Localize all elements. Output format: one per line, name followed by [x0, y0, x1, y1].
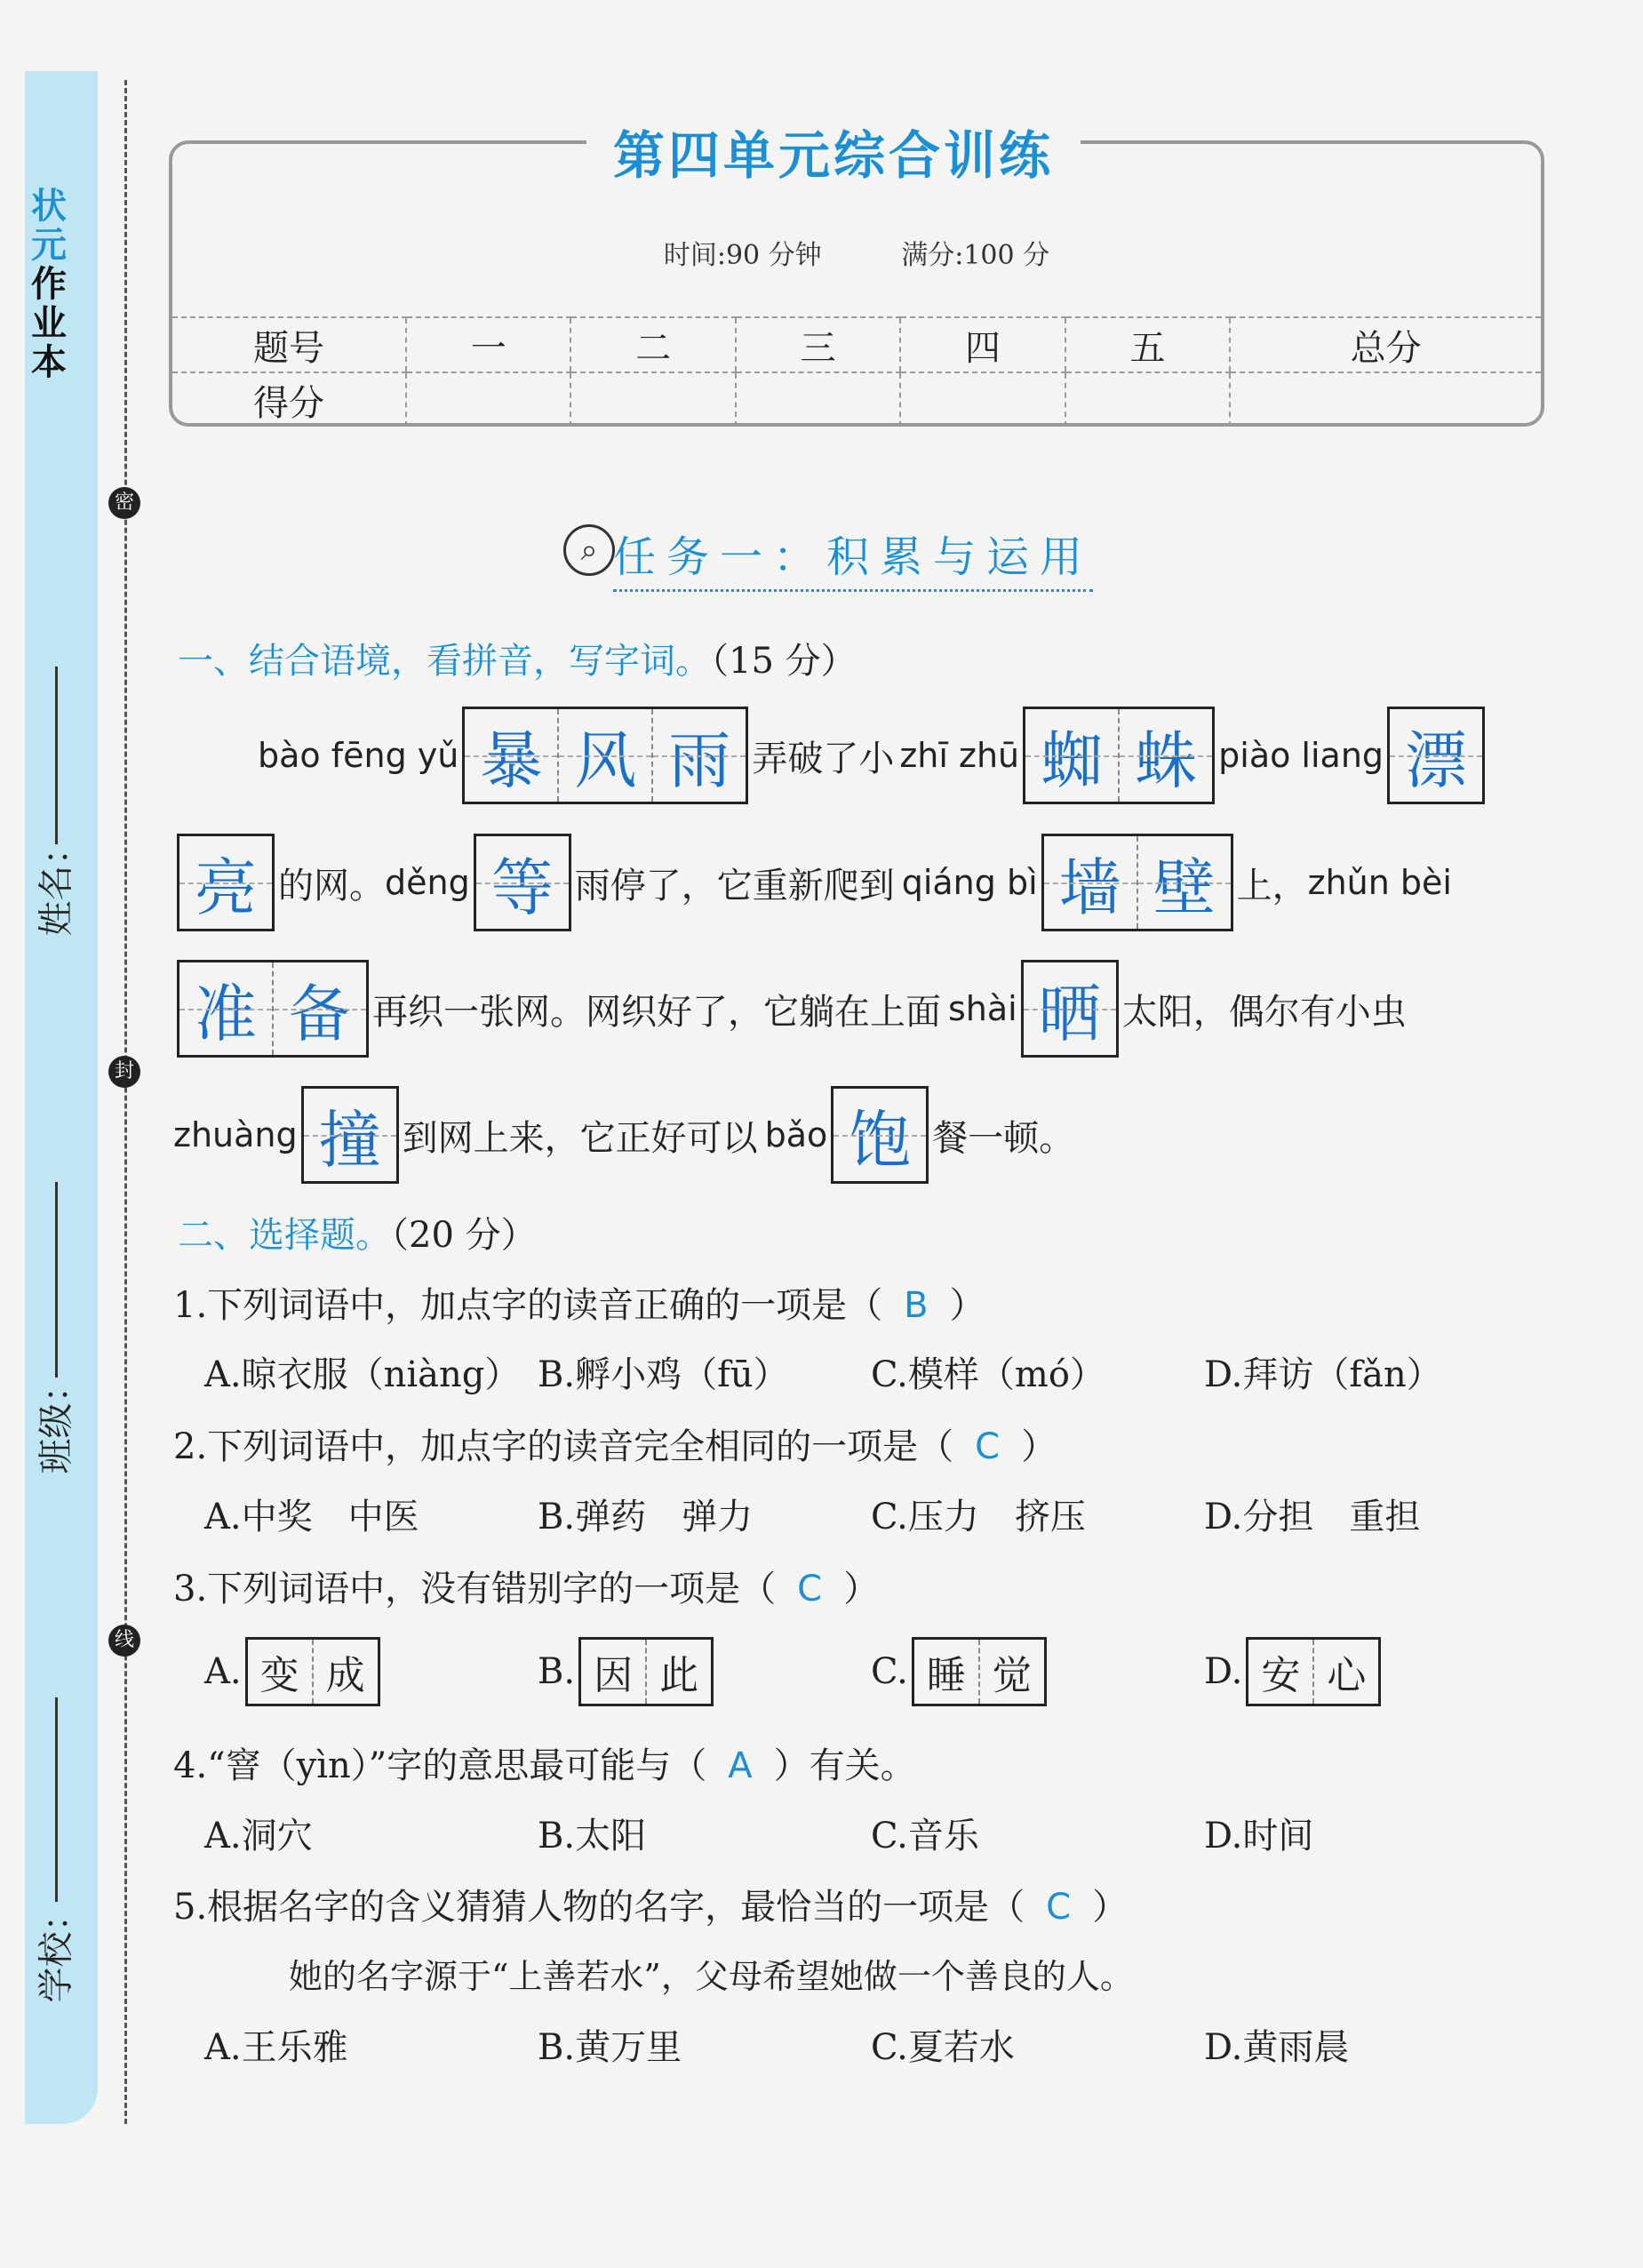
option[interactable]: B.黄万里: [538, 2027, 682, 2068]
answer-char: 准: [179, 962, 272, 1055]
table-cell: 五: [1065, 317, 1230, 372]
table-cell: 三: [736, 317, 900, 372]
name-line[interactable]: [55, 667, 58, 844]
brand-char: 本: [31, 342, 67, 383]
option[interactable]: D.时间: [1204, 1816, 1314, 1857]
seal-xian: 线: [108, 1625, 140, 1657]
seal-feng: 封: [108, 1056, 140, 1088]
name-label: 姓名：: [36, 829, 77, 937]
answer-boxes[interactable]: [474, 834, 571, 931]
text: 雨停了，它重新爬到: [574, 865, 895, 906]
word-box: [912, 1637, 1047, 1706]
question-stem: 5.根据名字的含义猜猜人物的名字，最恰当的一项是（: [173, 1887, 1025, 1928]
question-end: ）: [1092, 1887, 1129, 1928]
text: 弄破了小: [752, 738, 895, 779]
option[interactable]: B.太阳: [538, 1816, 647, 1857]
text: 到网上来，它正好可以: [402, 1117, 758, 1159]
text: 再织一张网。网织好了，它躺在上面: [372, 991, 941, 1033]
option[interactable]: [1204, 1637, 1537, 1706]
exam-info: [169, 233, 1544, 272]
option[interactable]: [871, 1637, 1204, 1706]
section-1-label: 一、结合语境，看拼音，写字词。: [178, 641, 711, 682]
fill-row-1: [258, 707, 1488, 804]
answer-boxes[interactable]: [177, 960, 369, 1058]
section-2-label: 二、选择题。: [178, 1215, 391, 1256]
word-char: 此: [645, 1640, 711, 1704]
question-3: [173, 1561, 879, 1611]
answer-boxes[interactable]: [1023, 707, 1215, 804]
option[interactable]: D.分担 重担: [1204, 1497, 1421, 1537]
answer-blank[interactable]: C: [1046, 1887, 1072, 1928]
q4-options: [204, 1808, 1537, 1858]
q3-options: [204, 1637, 1537, 1706]
telescope-icon: ⌕: [563, 524, 615, 576]
option[interactable]: D.黄雨晨: [1204, 2027, 1350, 2068]
table-row: [172, 372, 1541, 427]
cut-line: [124, 80, 127, 2124]
brand-vertical: [28, 187, 69, 382]
school-label: 学校：: [36, 1896, 77, 2003]
seal-mi: 密: [108, 487, 140, 519]
question-end: ）: [843, 1569, 880, 1609]
question-5: [173, 1879, 1128, 1929]
brand-char: 元: [31, 225, 67, 266]
option[interactable]: A.中奖 中医: [204, 1497, 419, 1537]
score-cell[interactable]: [406, 372, 570, 427]
pinyin: děng: [385, 863, 470, 902]
pinyin: bào fēng yǔ: [258, 736, 459, 775]
option[interactable]: [538, 1637, 871, 1706]
score-cell[interactable]: [1230, 372, 1541, 427]
pinyin: zhǔn bèi: [1307, 863, 1452, 902]
answer-blank[interactable]: C: [797, 1569, 823, 1609]
question-5-quote: 她的名字源于“上善若水”，父母希望她做一个善良的人。: [289, 1957, 1134, 1996]
word-char: 变: [259, 1653, 299, 1698]
pinyin: zhuàng: [173, 1115, 298, 1154]
q2-options: [204, 1489, 1537, 1539]
answer-char: 风: [557, 709, 651, 802]
answer-char: 墙: [1044, 836, 1137, 929]
answer-char: 暴: [465, 709, 557, 802]
answer-char: 壁: [1137, 836, 1231, 929]
brand-char: 业: [31, 303, 67, 344]
answer-char: 晒: [1024, 962, 1116, 1055]
score-table: [172, 316, 1541, 427]
answer-boxes[interactable]: [301, 1086, 399, 1184]
fill-row-4: [173, 1086, 1074, 1184]
answer-boxes[interactable]: [177, 834, 275, 931]
q1-options: [204, 1346, 1537, 1397]
answer-blank[interactable]: B: [904, 1285, 929, 1326]
question-end: ）: [949, 1285, 985, 1326]
question-stem: 3.下列词语中，没有错别字的一项是（: [173, 1569, 777, 1609]
answer-boxes[interactable]: [1041, 834, 1233, 931]
option-letter: B.: [538, 1651, 576, 1692]
time-limit: 时间:90 分钟: [663, 240, 822, 271]
option[interactable]: B.孵小鸡（fū）: [538, 1354, 789, 1395]
text: 餐一顿。: [932, 1117, 1075, 1159]
score-cell[interactable]: [900, 372, 1065, 427]
option[interactable]: A.晾衣服（niàng）: [204, 1354, 521, 1395]
question-stem: 4.“窨（yìn）”字的意思最可能与（: [173, 1745, 707, 1786]
fill-row-3: [173, 960, 1407, 1058]
word-char: 睡: [926, 1653, 966, 1698]
score-cell[interactable]: [736, 372, 900, 427]
question-end: ）有关。: [773, 1745, 916, 1786]
answer-char: 漂: [1390, 709, 1482, 802]
section-1-points: （15 分）: [711, 641, 857, 682]
option[interactable]: C.夏若水: [871, 2027, 1015, 2068]
answer-char: 备: [272, 962, 366, 1055]
table-cell: 总分: [1230, 317, 1541, 372]
answer-boxes[interactable]: [1021, 960, 1119, 1058]
pinyin: qiáng bì: [901, 863, 1038, 902]
option[interactable]: C.压力 挤压: [871, 1497, 1086, 1537]
pinyin: shài: [948, 989, 1017, 1028]
question-stem: 1.下列词语中，加点字的读音正确的一项是（: [173, 1285, 883, 1326]
pinyin: piào liang: [1218, 736, 1384, 775]
option-letter: D.: [1204, 1651, 1243, 1692]
option[interactable]: C.模样（mó）: [871, 1354, 1105, 1395]
word-char: 心: [1312, 1640, 1378, 1704]
question-end: ）: [1021, 1426, 1057, 1467]
score-cell[interactable]: [1065, 372, 1230, 427]
score-cell[interactable]: [570, 372, 735, 427]
class-label: 班级：: [36, 1367, 77, 1474]
full-score: 满分:100 分: [901, 240, 1050, 271]
table-cell: 题号: [172, 317, 406, 372]
answer-char: 亮: [179, 836, 272, 929]
word-char: 成: [312, 1640, 378, 1704]
table-cell: 得分: [253, 382, 324, 424]
question-stem: 2.下列词语中，加点字的读音完全相同的一项是（: [173, 1426, 954, 1467]
option[interactable]: A.洞穴: [204, 1816, 313, 1857]
answer-char: 等: [476, 836, 569, 929]
option[interactable]: B.弹药 弹力: [538, 1497, 754, 1537]
word-box: [245, 1637, 380, 1706]
class-line[interactable]: [55, 1182, 58, 1378]
option[interactable]: C.音乐: [871, 1816, 979, 1857]
option-letter: C.: [871, 1651, 908, 1692]
answer-blank[interactable]: A: [728, 1745, 753, 1786]
section-2-title: [178, 1207, 537, 1258]
answer-boxes[interactable]: [831, 1086, 929, 1184]
question-2: [173, 1418, 1057, 1469]
word-char: 觉: [978, 1640, 1044, 1704]
word-box: [1246, 1637, 1381, 1706]
option[interactable]: D.拜访（fǎn）: [1204, 1354, 1442, 1395]
brand-char: 作: [31, 264, 67, 305]
answer-char: 雨: [651, 709, 746, 802]
answer-boxes[interactable]: [1387, 707, 1485, 804]
text: 太阳，偶尔有小虫: [1121, 991, 1407, 1033]
text: 上，: [1236, 865, 1308, 906]
page-title: 第四单元综合训练: [586, 114, 1081, 188]
section-2-points: （20 分）: [391, 1215, 537, 1256]
answer-blank[interactable]: C: [975, 1426, 1001, 1467]
table-row: [172, 317, 1541, 372]
pinyin: bǎo: [764, 1115, 828, 1154]
question-4: [173, 1737, 916, 1788]
section-1-title: [178, 633, 857, 683]
answer-char: 撞: [304, 1089, 396, 1181]
fill-row-2: [173, 834, 1452, 931]
word-char: 因: [594, 1653, 634, 1698]
table-cell: 一: [406, 317, 570, 372]
question-1: [173, 1277, 985, 1328]
answer-boxes[interactable]: [462, 707, 748, 804]
option[interactable]: A.王乐雅: [204, 2027, 348, 2068]
q5-options: [204, 2019, 1537, 2070]
answer-char: 蛛: [1118, 709, 1212, 802]
brand-char: 状: [31, 186, 67, 227]
answer-char: 蜘: [1025, 709, 1118, 802]
word-box: [578, 1637, 714, 1706]
answer-char: 饱: [833, 1089, 926, 1181]
option[interactable]: [204, 1637, 538, 1706]
table-cell: 四: [900, 317, 1065, 372]
option-letter: A.: [204, 1651, 242, 1692]
text: 的网。: [278, 865, 385, 906]
table-cell: 二: [570, 317, 735, 372]
school-line[interactable]: [55, 1697, 58, 1902]
pinyin: zhī zhū: [899, 736, 1020, 775]
word-char: 安: [1261, 1653, 1301, 1698]
task-heading: 任务一：积累与运用: [613, 523, 1093, 592]
